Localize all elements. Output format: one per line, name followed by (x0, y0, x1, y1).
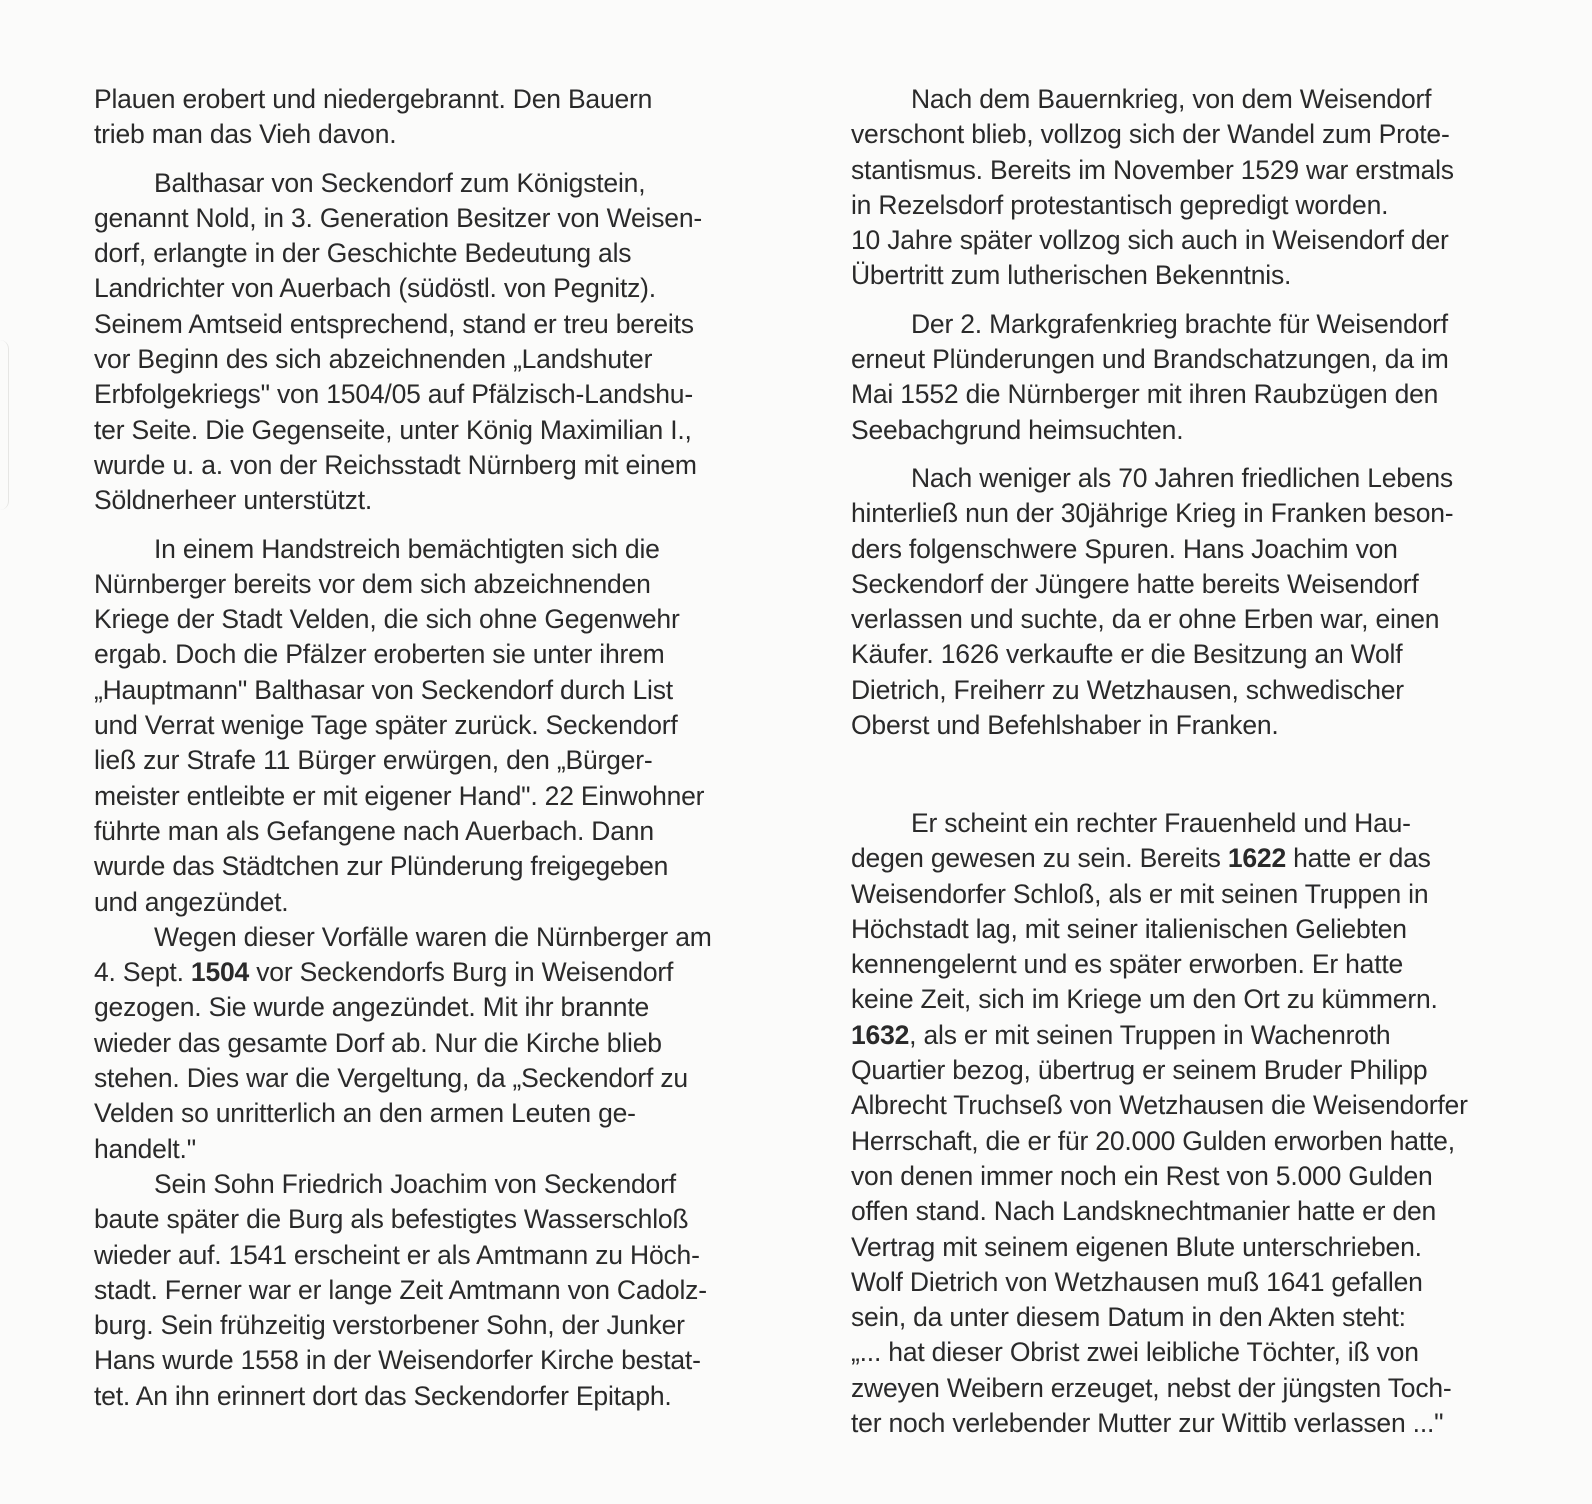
text-line: kennengelernt und es später erworben. Er hatte (851, 949, 1404, 980)
paragraph (94, 920, 774, 1167)
text-line: stehen. Dies war die Vergeltung, da „Seckendorf zu (94, 1063, 688, 1094)
text-line: wieder auf. 1541 erscheint er als Amtmann zu Höch- (94, 1239, 700, 1270)
paragraph (851, 806, 1531, 1441)
paragraph (94, 166, 774, 519)
text-line: wurde u. a. von der Reichsstadt Nürnberg mit einem (94, 449, 697, 480)
text-line: Höchstadt lag, mit seiner italienischen Geliebten (851, 913, 1407, 944)
text-segment: hatte er das (1285, 843, 1431, 874)
text-line: Seinem Amtseid entsprechend, stand er treu bereits (94, 308, 694, 339)
text-line: führte man als Gefangene nach Auerbach. Dann (94, 815, 654, 846)
text-line: Weisendorfer Schloß, als er mit seinen Truppen in (851, 878, 1429, 909)
text-line: vor Beginn des sich abzeichnenden „Landshuter (94, 344, 653, 375)
text-line: verlassen und suchte, da er ohne Erben war, einen (851, 604, 1440, 635)
text-line: wieder das gesamte Dorf ab. Nur die Kirche blieb (94, 1027, 662, 1058)
text-line: ders folgenschwere Spuren. Hans Joachim von (851, 533, 1398, 564)
text-line: zweyen Weibern erzeuget, nebst der jüngsten Toch- (851, 1372, 1452, 1403)
text-line: Söldnerheer unterstützt. (94, 485, 373, 516)
text-line: und Verrat wenige Tage später zurück. Seckendorf (94, 710, 678, 741)
text-line: sein, da unter diesem Datum in den Akten steht: (851, 1302, 1406, 1333)
text-line: „Hauptmann" Balthasar von Seckendorf durch List (94, 674, 673, 705)
text-line: Nürnberger bereits vor dem sich abzeichnenden (94, 568, 651, 599)
text-line: Übertritt zum lutherischen Bekenntnis. (851, 260, 1292, 291)
text-line: trieb man das Vieh davon. (94, 119, 397, 150)
text-line: Seebachgrund heimsuchten. (851, 414, 1184, 445)
text-line: burg. Sein frühzeitig verstorbener Sohn, der Junker (94, 1310, 685, 1341)
text-line: In einem Handstreich bemächtigten sich die (154, 533, 660, 564)
text-line: Der 2. Markgrafenkrieg brachte für Weisendorf (911, 308, 1448, 339)
text-line: dorf, erlangte in der Geschichte Bedeutung als (94, 238, 632, 269)
text-line (851, 841, 1531, 876)
text-line: Balthasar von Seckendorf zum Königstein, (154, 167, 646, 198)
text-line: Kriege der Stadt Velden, die sich ohne Gegenwehr (94, 604, 680, 635)
text-line: Nach dem Bauernkrieg, von dem Weisendorf (911, 84, 1432, 114)
paragraph (851, 307, 1531, 448)
text-line: 10 Jahre später vollzog sich auch in Weisendorf der (851, 225, 1449, 256)
paragraph (94, 1167, 774, 1414)
text-line: handelt." (94, 1133, 196, 1164)
paragraph (851, 461, 1531, 743)
text-segment: vor Seckendorfs Burg in Weisendorf (249, 957, 674, 988)
text-line: stadt. Ferner war er lange Zeit Amtmann von Cadolz- (94, 1274, 707, 1305)
text-line: offen stand. Nach Landsknechtmanier hatte er den (851, 1196, 1437, 1227)
left-column (94, 82, 774, 1414)
text-line: von denen immer noch ein Rest von 5.000 Gulden (851, 1160, 1433, 1191)
text-line: Seckendorf der Jüngere hatte bereits Weisendorf (851, 568, 1419, 599)
text-line: hinterließ nun der 30jährige Krieg in Franken beson- (851, 498, 1454, 529)
text-line: Mai 1552 die Nürnberger mit ihren Raubzügen den (851, 379, 1439, 410)
bold-year: 1504 (190, 957, 250, 988)
text-line: in Rezelsdorf protestantisch gepredigt worden. (851, 189, 1389, 220)
text-line: baute später die Burg als befestigtes Wasserschloß (94, 1204, 689, 1235)
text-line: Wolf Dietrich von Wetzhausen muß 1641 gefallen (851, 1266, 1423, 1297)
text-line: wurde das Städtchen zur Plünderung freigegeben (94, 851, 669, 882)
text-line: Hans wurde 1558 in der Weisendorfer Kirche bestat- (94, 1345, 701, 1376)
text-line: Plauen erobert und niedergebrannt. Den Bauern (94, 84, 653, 114)
right-column-top (851, 82, 1531, 756)
text-line: Herrschaft, die er für 20.000 Gulden erworben hatte, (851, 1125, 1455, 1156)
paragraph (94, 82, 774, 153)
text-line: verschont blieb, vollzog sich der Wandel zum Prote- (851, 119, 1450, 150)
text-line: ter Seite. Die Gegenseite, unter König Maximilian I., (94, 414, 692, 445)
text-line: genannt Nold, in 3. Generation Besitzer von Weisen- (94, 202, 702, 233)
text-line (94, 955, 774, 990)
text-line: Landrichter von Auerbach (südöstl. von Pegnitz). (94, 273, 656, 304)
text-line: meister entleibte er mit eigener Hand". 22 Einwohner (94, 780, 705, 811)
text-line: Sein Sohn Friedrich Joachim von Seckendorf (154, 1168, 676, 1199)
text-segment: , als er mit seinen Truppen in Wachenroth (909, 1019, 1391, 1050)
text-line: Velden so unritterlich an den armen Leuten ge- (94, 1098, 636, 1129)
text-line: Nach weniger als 70 Jahren friedlichen Lebens (911, 462, 1453, 493)
text-line: ließ zur Strafe 11 Bürger erwürgen, den „Bürger- (94, 745, 653, 776)
text-segment: degen gewesen zu sein. Bereits (851, 843, 1228, 874)
text-line: „... hat dieser Obrist zwei leibliche Töchter, iß von (851, 1337, 1419, 1368)
text-line: ergab. Doch die Pfälzer eroberten sie unter ihrem (94, 639, 665, 670)
text-line: erneut Plünderungen und Brandschatzungen, da im (851, 344, 1449, 375)
page-edge-shadow (0, 340, 9, 510)
paragraph (94, 532, 774, 920)
text-line: und angezündet. (94, 886, 289, 917)
bold-year: 1632 (851, 1019, 910, 1050)
text-segment: 4. Sept. (94, 957, 191, 988)
text-line (851, 1018, 1531, 1053)
text-line: Oberst und Befehlshaber in Franken. (851, 710, 1279, 741)
text-line: Erbfolgekriegs" von 1504/05 auf Pfälzisch-Landshu- (94, 379, 693, 410)
text-line: stantismus. Bereits im November 1529 war erstmals (851, 154, 1454, 185)
text-line: Dietrich, Freiherr zu Wetzhausen, schwedischer (851, 674, 1404, 705)
text-line: Vertrag mit seinem eigenen Blute unterschrieben. (851, 1231, 1422, 1262)
bold-year: 1622 (1227, 843, 1286, 874)
text-line: Käufer. 1626 verkaufte er die Besitzung an Wolf (851, 639, 1403, 670)
text-line: ter noch verlebender Mutter zur Wittib verlassen ..." (851, 1408, 1444, 1439)
text-line: tet. An ihn erinnert dort das Seckendorfer Epitaph. (94, 1380, 672, 1411)
paragraph (851, 82, 1531, 294)
text-line: Quartier bezog, übertrug er seinem Bruder Philipp (851, 1055, 1428, 1086)
text-line: Er scheint ein rechter Frauenheld und Hau- (911, 808, 1411, 838)
right-column-bottom (851, 806, 1531, 1454)
text-line: keine Zeit, sich im Kriege um den Ort zu kümmern. (851, 984, 1438, 1015)
text-line: Wegen dieser Vorfälle waren die Nürnberger am (154, 921, 712, 952)
text-line: Albrecht Truchseß von Wetzhausen die Weisendorfer (851, 1090, 1468, 1121)
text-line: gezogen. Sie wurde angezündet. Mit ihr brannte (94, 992, 650, 1023)
